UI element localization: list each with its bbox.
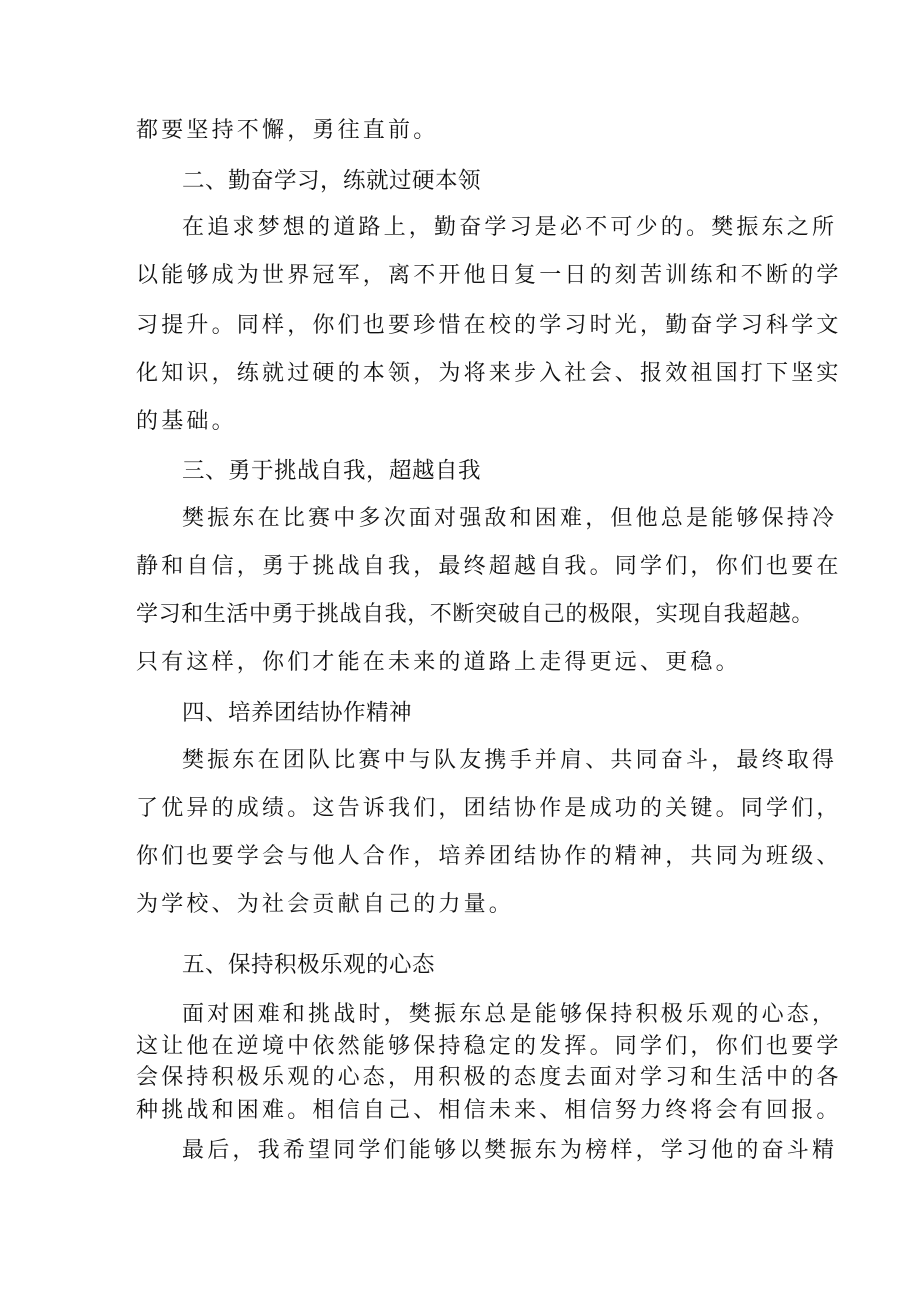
paragraph-line: 了优异的成绩。这告诉我们，团结协作是成功的关键。同学们， [136,796,842,821]
paragraph-line: 化知识，练就过硬的本领，为将来步入社会、报效祖国打下坚实 [136,361,842,386]
section-heading-2: 二、勤奋学习，练就过硬本领 [182,168,482,194]
paragraph-line: 只有这样，你们才能在未来的道路上走得更远、更稳。 [136,650,741,675]
paragraph-line: 你们也要学会与他人合作，培养团结协作的精神，共同为班级、 [136,844,842,869]
paragraph-line: 的基础。 [136,409,237,434]
section-heading-5: 五、保持积极乐观的心态 [182,952,436,978]
paragraph-line: 种挑战和困难。相信自己、相信未来、相信努力终将会有回报。 [136,1098,842,1123]
section-heading-3: 三、勇于挑战自我，超越自我 [182,458,482,484]
paragraph-line: 都要坚持不懈，勇往直前。 [136,118,439,143]
paragraph-line: 会保持积极乐观的心态，用积极的态度去面对学习和生活中的各 [136,1065,842,1090]
paragraph-line: 以能够成为世界冠军，离不开他日复一日的刻苦训练和不断的学 [136,263,842,288]
paragraph-line: 习提升。同样，你们也要珍惜在校的学习时光，勤奋学习科学文 [136,313,842,338]
paragraph-line: 樊振东在团队比赛中与队友携手并肩、共同奋斗，最终取得 [182,748,838,773]
paragraph-line: 樊振东在比赛中多次面对强敌和困难，但他总是能够保持冷 [182,506,838,531]
paragraph-line: 学习和生活中勇于挑战自我，不断突破自己的极限，实现自我超越。 [136,602,815,627]
paragraph-line: 在追求梦想的道路上，勤奋学习是必不可少的。樊振东之所 [182,215,838,240]
paragraph-line: 这让他在逆境中依然能够保持稳定的发挥。同学们，你们也要学 [136,1034,842,1059]
section-heading-4: 四、培养团结协作精神 [182,700,413,726]
paragraph-line: 最后，我希望同学们能够以樊振东为榜样，学习他的奋斗精 [182,1138,838,1163]
paragraph-line: 面对困难和挑战时，樊振东总是能够保持积极乐观的心态， [182,1002,838,1027]
paragraph-line: 静和自信，勇于挑战自我，最终超越自我。同学们，你们也要在 [136,554,842,579]
paragraph-line: 为学校、为社会贡献自己的力量。 [136,892,515,917]
